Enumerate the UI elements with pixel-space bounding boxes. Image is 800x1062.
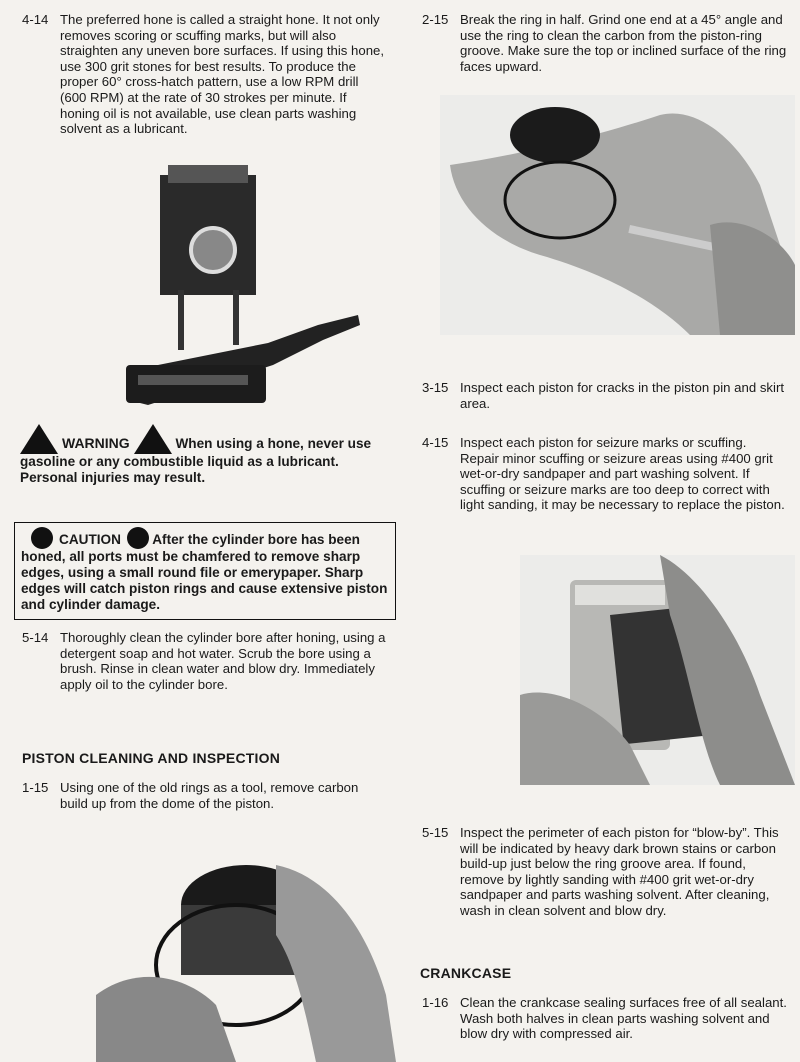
step-text: The preferred hone is called a straight hone. It not only removes scoring or scuffing marks, but will also straighten any uneven bore surfaces. If using this hone, use 300 grit stones for best results. To produce the proper 60° cross-hatch pattern, use a low RPM drill (600 RPM) at the rate of 30 strokes per minute. If honing oil is not available, use clean parts washing solvent as a lubricant. xyxy=(60,12,385,137)
caution-text: After the cylinder bore has been honed, all ports must be chamfered to remove sharp edges, using a small round file or emerypaper. Sharp edges will catch piston rings and cause extensive piston and cylinder damage. xyxy=(21,532,388,612)
step-5-15 xyxy=(422,825,788,919)
step-text: Inspect each piston for cracks in the piston pin and skirt area. xyxy=(460,380,784,411)
hone-photo xyxy=(28,165,380,413)
step-1-16 xyxy=(422,995,788,1042)
caution-keyword: CAUTION xyxy=(59,532,121,547)
warning-notice xyxy=(20,424,392,486)
step-number: 2-15 xyxy=(422,12,449,27)
ring-in-hand-photo xyxy=(440,95,795,335)
piston-ring-photo xyxy=(96,845,396,1062)
warning-triangle-icon xyxy=(20,424,58,454)
step-4-15 xyxy=(422,435,788,513)
warning-keyword: WARNING xyxy=(62,435,130,451)
step-4-14 xyxy=(22,12,388,137)
step-number: 3-15 xyxy=(422,380,449,395)
step-number: 5-15 xyxy=(422,825,449,840)
section-heading-crankcase: CRANKCASE xyxy=(420,965,512,981)
step-5-14 xyxy=(22,630,388,692)
step-1-15 xyxy=(22,780,388,811)
step-text: Using one of the old rings as a tool, remove carbon build up from the dome of the piston. xyxy=(60,780,359,811)
step-number: 1-15 xyxy=(22,780,49,795)
step-text: Break the ring in half. Grind one end at a 45° angle and use the ring to clean the carbon from the piston-ring groove. Make sure the top or inclined surface of the ring faces upward. xyxy=(460,12,787,74)
warning-text: When using a hone, never use gasoline or any combustible liquid as a lubricant. Personal injuries may result. xyxy=(20,436,372,485)
step-text: Inspect each piston for seizure marks or scuffing. Repair minor scuffing or seizure areas using #400 grit wet-or-dry sandpaper and part washing solvent. If scuffing or seizure marks are too deep to correct with light sanding, it may be necessary to replace the piston. xyxy=(460,435,785,513)
caution-dot-icon xyxy=(31,527,53,549)
step-2-15 xyxy=(422,12,788,74)
step-number: 5-14 xyxy=(22,630,49,645)
step-number: 4-15 xyxy=(422,435,449,450)
caution-notice xyxy=(14,522,396,620)
step-number: 4-14 xyxy=(22,12,49,27)
step-text: Clean the crankcase sealing surfaces free of all sealant. Wash both halves in clean parts washing solvent and blow dry with compressed air. xyxy=(460,995,787,1042)
step-text: Inspect the perimeter of each piston for “blow-by”. This will be indicated by heavy dark brown stains or carbon build-up just below the ring groove area. If found, remove by lightly sanding with #400 grit wet-or-dry sandpaper and parts washing solvent. After cleaning, wash in clean solvent and blow dry. xyxy=(460,825,779,918)
piston-sanding-photo xyxy=(520,555,795,785)
section-heading-piston: PISTON CLEANING AND INSPECTION xyxy=(22,750,281,766)
warning-triangle-icon xyxy=(134,424,172,454)
step-number: 1-16 xyxy=(422,995,449,1010)
step-text: Thoroughly clean the cylinder bore after honing, using a detergent soap and hot water. Scrub the bore using a brush. Rinse in clean water and blow dry. Immediately apply oil to the cylinder bore. xyxy=(60,630,386,692)
step-3-15 xyxy=(422,380,788,411)
caution-dot-icon xyxy=(127,527,149,549)
